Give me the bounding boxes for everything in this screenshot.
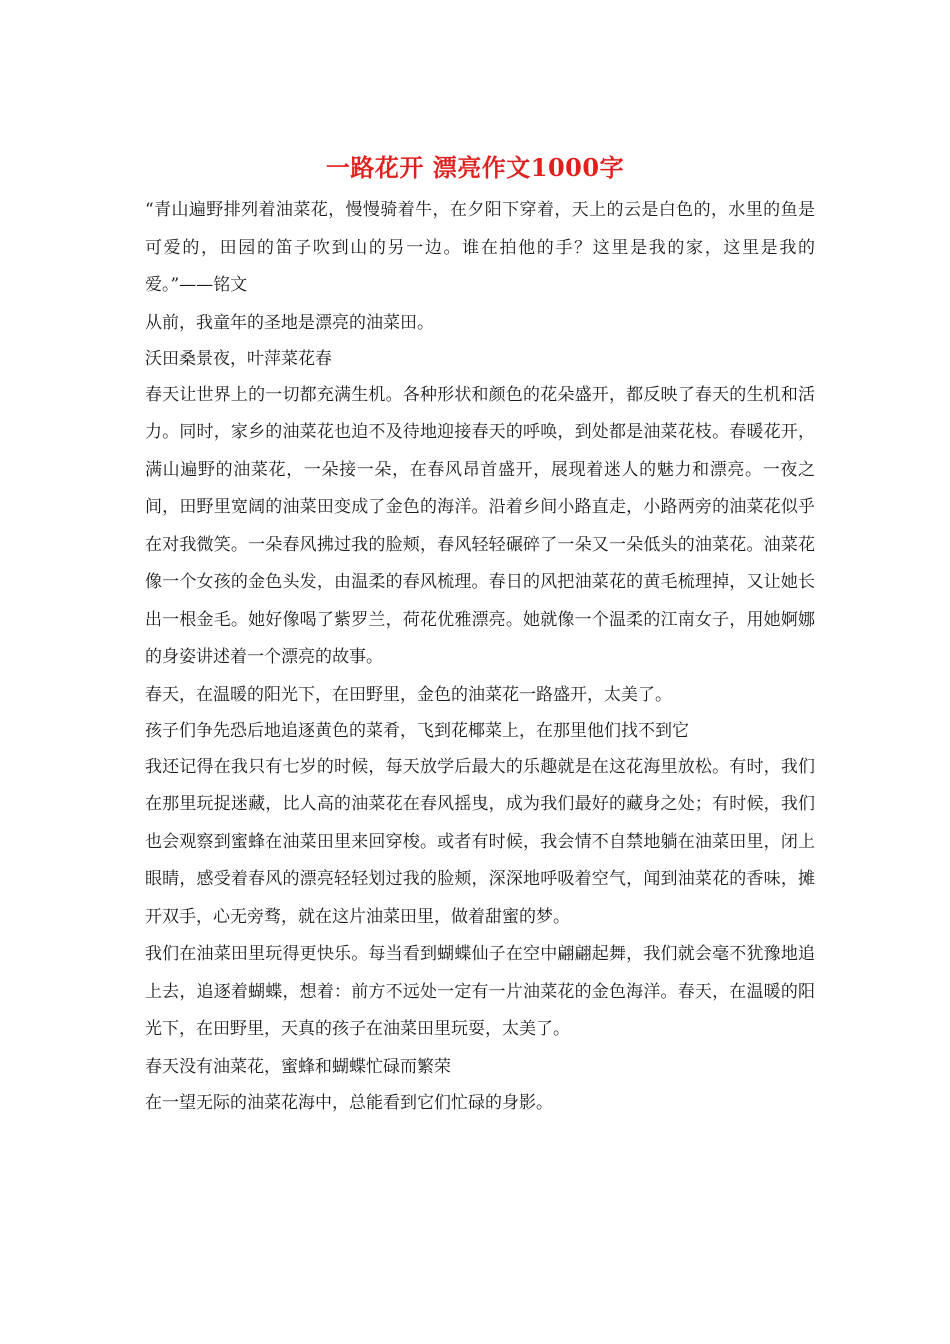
paragraph-epigraph: “青山遍野排列着油菜花，慢慢骑着牛，在夕阳下穿着，天上的云是白色的，水里的鱼是可爱的，田园的笛子吹到山的另一边。谁在拍他的手？这里是我的家，这里是我的爱。”——铭文 <box>145 200 815 295</box>
document-title: 一路花开 漂亮作文1000字 <box>325 153 625 182</box>
paragraph: 我还记得在我只有七岁的时候，每天放学后最大的乐趣就是在这花海里放松。有时，我们在那里玩捉迷藏，比人高的油菜花在春风摇曳，成为我们最好的藏身之处；有时候，我们也会观察到蜜蜂在油菜田里来回穿梭。或者有时候，我会情不自禁地躺在油菜田里，闭上眼睛，感受着春风的漂亮轻轻划过我的脸颊，深深地呼吸着空气，闻到油菜花的香味，摊开双手，心无旁骛，就在这片油菜田里，做着甜蜜的梦。 <box>145 756 815 927</box>
paragraph: 春天没有油菜花，蜜蜂和蝴蝶忙碌而繁荣 <box>145 1056 451 1077</box>
paragraph: 在一望无际的油菜花海中，总能看到它们忙碌的身影。 <box>145 1092 553 1113</box>
paragraph: 从前，我童年的圣地是漂亮的油菜田。 <box>145 312 434 333</box>
paragraph: 沃田桑景夜，叶萍菜花春 <box>145 348 332 369</box>
paragraph: 春天让世界上的一切都充满生机。各种形状和颜色的花朵盛开，都反映了春天的生机和活力。同时，家乡的油菜花也迫不及待地迎接春天的呼唤，到处都是油菜花枝。春暖花开，满山遍野的油菜花，一朵接一朵，在春风昂首盛开，展现着迷人的魅力和漂亮。一夜之间，田野里宽阔的油菜田变成了金色的海洋。沿着乡间小路直走，小路两旁的油菜花似乎在对我微笑。一朵春风拂过我的脸颊，春风轻轻碾碎了一朵又一朵低头的油菜花。油菜花像一个女孩的金色头发，由温柔的春风梳理。春日的风把油菜花的黄毛梳理掉，又让她长出一根金毛。她好像喝了紫罗兰，荷花优雅漂亮。她就像一个温柔的江南女子，用她婀娜的身姿讲述着一个漂亮的故事。 <box>145 384 815 667</box>
document-body <box>145 192 815 1121</box>
paragraph: 我们在油菜田里玩得更快乐。每当看到蝴蝶仙子在空中翩翩起舞，我们就会毫不犹豫地追上去，追逐着蝴蝶，想着：前方不远处一定有一片油菜花的金色海洋。春天，在温暖的阳光下，在田野里，天真的孩子在油菜田里玩耍，太美了。 <box>145 944 815 1039</box>
paragraph: 春天，在温暖的阳光下，在田野里，金色的油菜花一路盛开，太美了。 <box>145 684 672 705</box>
paragraph: 孩子们争先恐后地追逐黄色的菜肴，飞到花椰菜上，在那里他们找不到它 <box>145 720 689 741</box>
